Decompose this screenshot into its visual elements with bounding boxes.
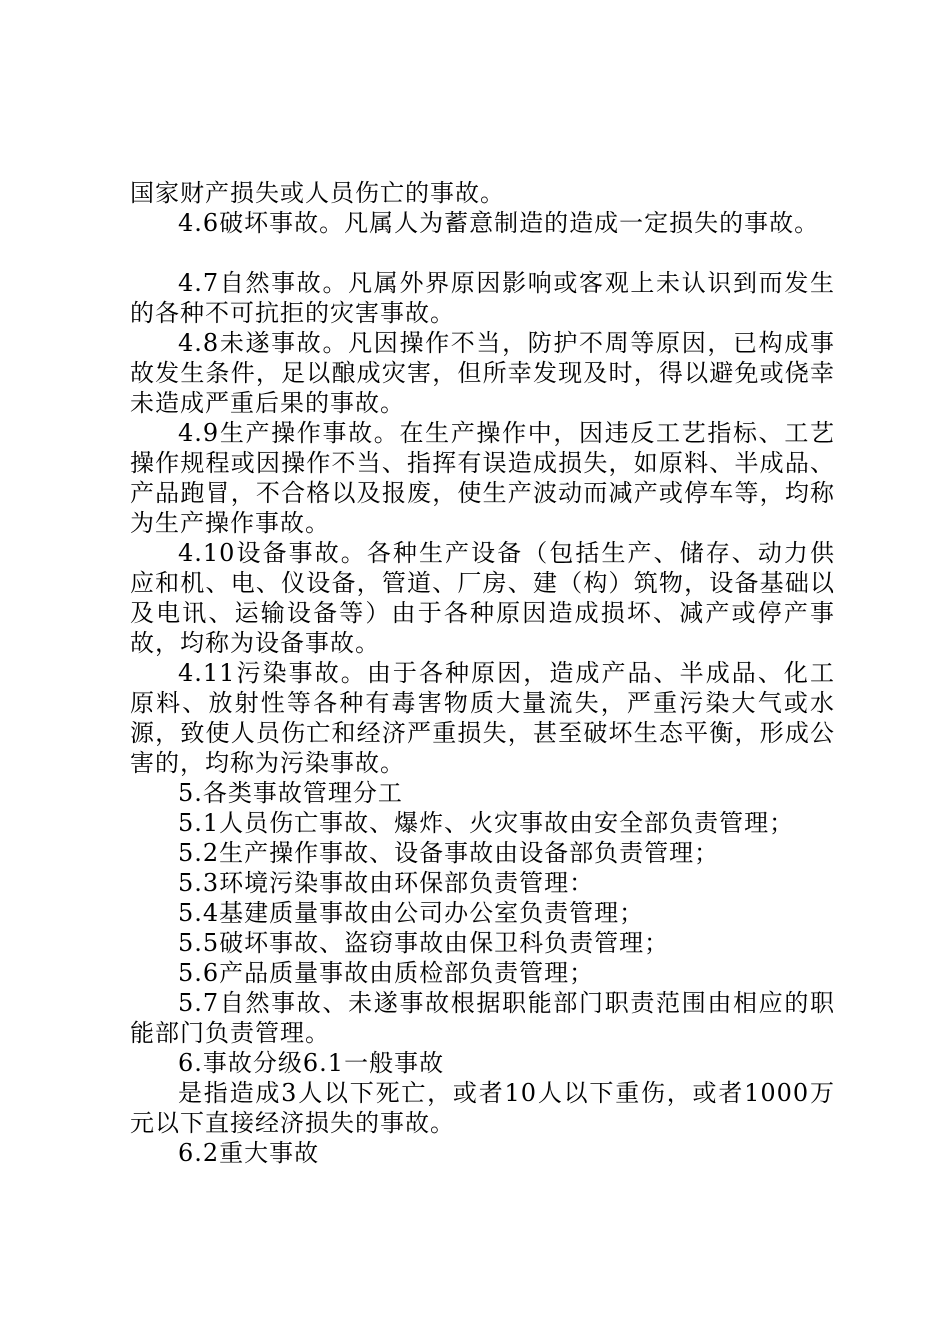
paragraph-4-10: 4.10设备事故。各种生产设备（包括生产、储存、动力供应和机、电、仪设备，管道、厂房、建（构）筑物，设备基础以及电讯、运输设备等）由于各种原因造成损坏、减产或停产事故，均称为设备事故。 [130,539,835,657]
document-body [130,178,835,1168]
paragraph-continuation: 国家财产损失或人员伤亡的事故。 [130,179,505,207]
paragraph-5-6: 5.6产品质量事故由质检部负责管理； [178,959,595,987]
paragraph-4-8: 4.8未遂事故。凡因操作不当，防护不周等原因，已构成事故发生条件，足以酿成灾害，但所幸发现及时，得以避免或侥幸未造成严重后果的事故。 [130,329,835,417]
section-heading-5: 5.各类事故管理分工 [178,779,403,807]
paragraph-5-7: 5.7自然事故、未遂事故根据职能部门职责范围由相应的职能部门负责管理。 [130,989,835,1047]
paragraph-6-2: 6.2重大事故 [178,1139,320,1167]
paragraph-4-9: 4.9生产操作事故。在生产操作中，因违反工艺指标、工艺操作规程或因操作不当、指挥有误造成损失，如原料、半成品、产品跑冒，不合格以及报废，使生产波动而减产或停车等，均称为生产操作事故。 [130,419,835,537]
paragraph-6-1-definition: 是指造成3人以下死亡，或者10人以下重伤，或者1000万元以下直接经济损失的事故。 [130,1079,835,1137]
paragraph-5-1: 5.1人员伤亡事故、爆炸、火灾事故由安全部负责管理； [178,809,795,837]
paragraph-5-3: 5.3环境污染事故由环保部负责管理： [178,869,595,897]
paragraph-5-4: 5.4基建质量事故由公司办公室负责管理； [178,899,645,927]
paragraph-4-11: 4.11污染事故。由于各种原因，造成产品、半成品、化工原料、放射性等各种有毒害物质大量流失，严重污染大气或水源，致使人员伤亡和经济严重损失，甚至破坏生态平衡，形成公害的，均称为污染事故。 [130,659,835,777]
paragraph-4-7: 4.7自然事故。凡属外界原因影响或客观上未认识到而发生的各种不可抗拒的灾害事故。 [130,269,835,327]
paragraph-4-6: 4.6破坏事故。凡属人为蓄意制造的造成一定损失的事故。 [178,209,820,237]
paragraph-5-2: 5.2生产操作事故、设备事故由设备部负责管理； [178,839,720,867]
section-heading-6: 6.事故分级6.1一般事故 [178,1049,445,1077]
paragraph-5-5: 5.5破坏事故、盗窃事故由保卫科负责管理； [178,929,670,957]
